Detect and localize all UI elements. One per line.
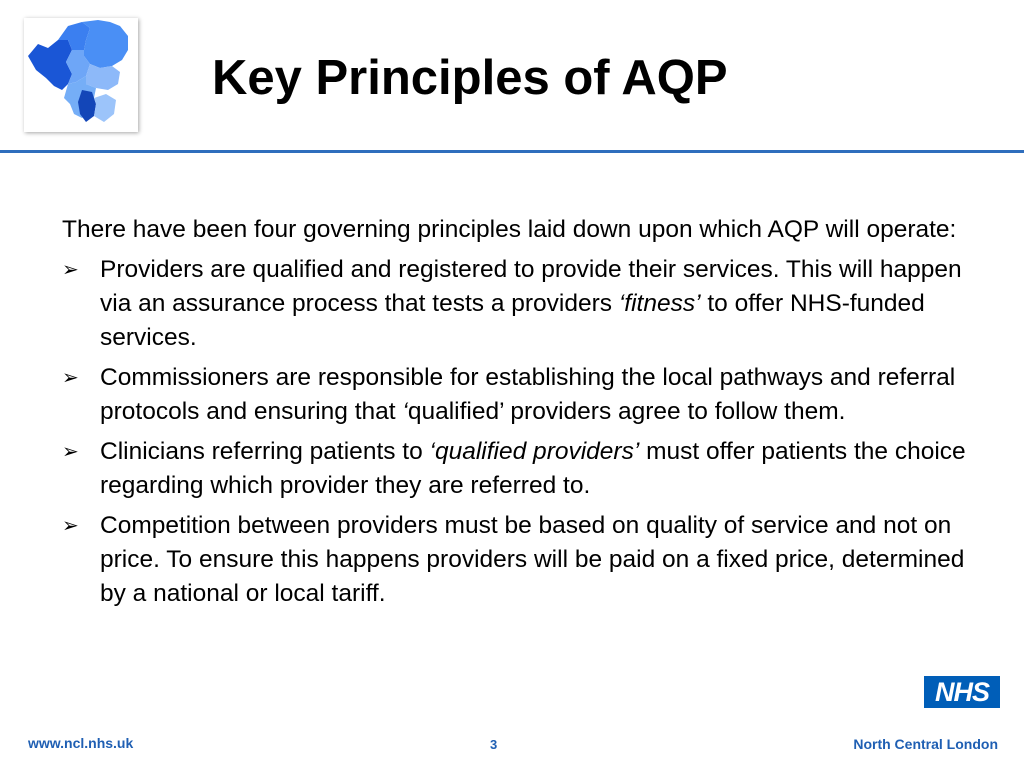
page-number: 3 <box>490 737 498 752</box>
footer-organisation-name: North Central London <box>853 736 998 752</box>
nhs-logo: NHS <box>924 676 1000 708</box>
slide-body <box>62 213 972 617</box>
arrow-bullet-icon: ➢ <box>62 367 79 389</box>
principle-text-end: qualified’ providers agree to follow them. <box>407 398 846 425</box>
arrow-bullet-icon: ➢ <box>62 441 79 463</box>
footer-website-link[interactable]: www.ncl.nhs.uk <box>28 735 134 751</box>
ncl-map-logo <box>24 18 138 132</box>
slide-title: Key Principles of AQP <box>212 51 728 105</box>
principle-text-end: must offer patients the choice regarding which provider they are referred to. <box>100 438 966 499</box>
principle-text-end: to offer NHS-funded services. <box>100 290 925 351</box>
principle-emphasis: ‘fitness’ <box>618 290 701 317</box>
title-divider <box>0 150 1024 153</box>
principle-text: Competition between providers must be based on quality of service and not on price. To ensure this happens providers will be paid on a fixed price, determined by a national or local tariff. <box>100 512 965 607</box>
arrow-bullet-icon: ➢ <box>62 259 79 281</box>
north-central-london-map-icon <box>24 18 138 132</box>
principle-item <box>62 435 972 503</box>
principle-text: Clinicians referring patients to <box>100 438 430 465</box>
arrow-bullet-icon: ➢ <box>62 515 79 537</box>
intro-paragraph: There have been four governing principles laid down upon which AQP will operate: <box>62 216 957 243</box>
principle-emphasis: ‘ <box>402 398 408 425</box>
principle-item <box>62 361 972 429</box>
principle-item <box>62 509 972 611</box>
principle-text: Providers are qualified and registered to provide their services. This will happen via an assurance process that tests a providers <box>100 256 962 317</box>
principle-item <box>62 253 972 355</box>
principle-text: Commissioners are responsible for establishing the local pathways and referral protocols and ensuring that <box>100 364 956 425</box>
principles-list <box>62 253 972 611</box>
principle-emphasis: ‘qualified providers’ <box>429 438 640 465</box>
